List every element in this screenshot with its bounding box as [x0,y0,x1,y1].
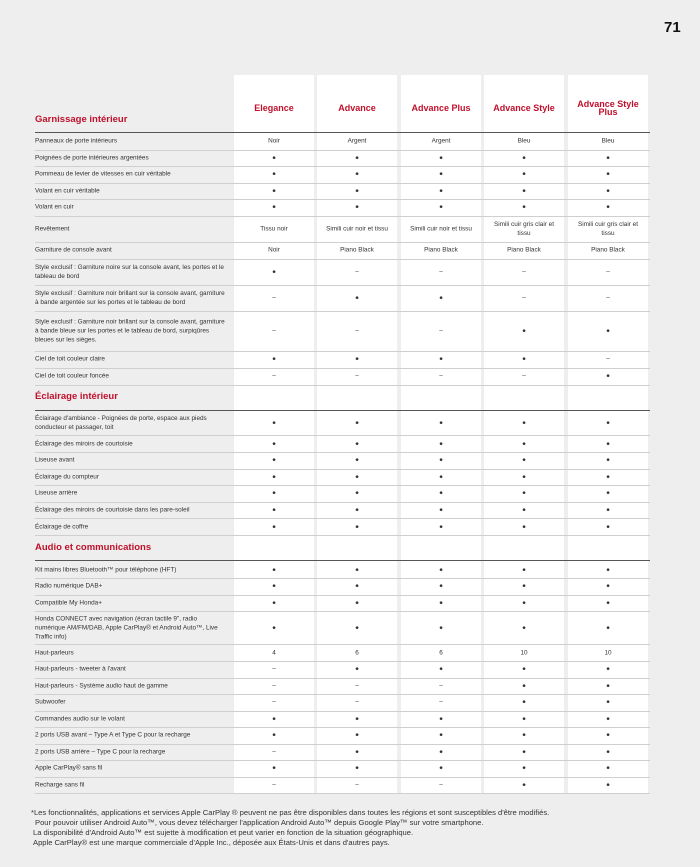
cell-advance-style: ● [522,748,526,756]
cell-advance-style: ● [522,203,526,211]
cell-advance: Argent [347,137,367,145]
cell-advance-style-plus: ● [606,665,610,673]
cell-advance: Simili cuir noir et tissu [326,225,388,232]
cell-advance: – [355,327,359,334]
cell-elegance: ● [272,203,276,211]
row-label: Ciel de toit couleur claire [35,355,105,363]
cell-advance-style: ● [522,440,526,447]
cell-advance-plus: ● [439,624,443,631]
cell-advance: ● [355,489,359,497]
cell-advance-plus: ● [439,170,443,178]
cell-advance-style-plus: ● [606,715,610,723]
row-label: Éclairage des miroirs de courtoisie dans les pare-soleil [35,506,190,514]
row-label: Volant en cuir véritable [35,187,100,195]
cell-elegance: ● [272,731,276,739]
cell-advance-plus: ● [439,473,443,481]
cell-advance: ● [355,715,359,723]
table-row [35,578,650,596]
cell-advance-style-plus: ● [606,566,610,573]
cell-advance-style: ● [522,154,526,162]
cell-advance-style-plus: ● [606,764,610,772]
cell-advance: ● [355,599,359,607]
row-label: Kit mains libres Bluetooth™ pour téléphone (HFT) [35,566,177,573]
cell-advance-plus: Piano Black [424,246,458,254]
cell-advance: ● [355,748,359,756]
row-label: Style exclusif : Garniture noire sur la console avant, les portes et le tableau de bord [35,263,224,280]
cell-advance-style-plus: Piano Black [591,246,625,254]
cell-advance-style-plus: Bleu [601,137,615,145]
cell-elegance: Noir [268,137,280,145]
cell-elegance: ● [272,624,276,631]
table-row [35,368,650,386]
cell-advance-plus: ● [439,440,443,447]
cell-advance-plus: – [439,781,443,789]
row-label: Volant en cuir [35,203,74,211]
cell-advance-style: 10 [520,649,528,656]
cell-advance-plus: Argent [431,137,451,145]
cell-advance-plus: ● [439,748,443,756]
cell-advance-style-plus: 10 [604,649,612,656]
cell-advance-plus: – [439,327,443,334]
row-label: Subwoofer [35,698,66,706]
row-label: Radio numérique DAB+ [35,582,103,590]
cell-advance-style: ● [522,781,526,789]
cell-advance-style-plus: ● [606,154,610,162]
cell-advance-plus: ● [439,294,443,301]
row-label: Éclairage du compteur [35,473,99,481]
table-row [35,285,650,312]
cell-elegance: – [272,327,276,334]
cell-advance-plus: ● [439,154,443,162]
cell-advance-style: ● [522,355,526,363]
section-title: Audio et communications [35,542,152,553]
cell-advance: ● [355,582,359,590]
row-label: Pommeau de levier de vitesses en cuir véritable [35,170,171,178]
cell-elegance: – [272,294,276,301]
cell-elegance: – [272,698,276,706]
cell-advance-style-plus: – [606,355,610,363]
cell-elegance: ● [272,523,276,530]
cell-advance-style: ● [522,582,526,590]
page-number: 71 [664,19,681,36]
table-row [35,166,650,184]
cell-elegance: ● [272,170,276,178]
row-label: Haut-parleurs [35,649,74,656]
cell-advance-style-plus: ● [606,440,610,447]
cell-advance-style-plus: – [606,294,610,301]
row-label: Éclairage d'ambiance - Poignées de porte, espace aux pieds conducteur et passager, toit [35,415,207,431]
cell-advance-style-plus: ● [606,419,610,427]
cell-advance: – [355,698,359,706]
cell-advance-style-plus: ● [606,203,610,211]
cell-advance-plus: ● [439,715,443,723]
cell-advance: ● [355,764,359,772]
cell-advance: ● [355,506,359,514]
cell-advance: – [355,372,359,380]
cell-advance-style: ● [522,624,526,631]
cell-advance-style: ● [522,327,526,334]
cell-advance-style: – [522,268,526,275]
table-row [35,611,650,645]
cell-advance-style-plus: ● [606,456,610,464]
table-row [35,777,650,795]
footnotes [31,808,671,848]
cell-advance-plus: – [439,682,443,690]
table-row [35,311,650,352]
cell-elegance: – [272,781,276,789]
cell-advance-style: ● [522,419,526,427]
cell-advance-style: ● [522,715,526,723]
column-header-advance-style: Advance Style [493,103,555,113]
row-label: Liseuse arrière [35,489,78,497]
cell-advance: ● [355,473,359,481]
cell-advance-plus: – [439,268,443,275]
cell-advance: ● [355,203,359,211]
cell-advance-style-plus: ● [606,489,610,497]
cell-advance-plus: Simili cuir noir et tissu [410,225,472,232]
cell-advance-style-plus: ● [606,473,610,481]
table-row [35,595,650,613]
cell-advance-plus: ● [439,187,443,195]
table-row [35,561,650,579]
cell-advance-plus: ● [439,419,443,427]
cell-advance-style: ● [522,523,526,530]
cell-elegance: ● [272,419,276,427]
cell-advance: ● [355,731,359,739]
row-label: Haut-parleurs - tweeter à l'avant [35,665,126,673]
cell-elegance: Noir [268,246,280,254]
row-label: Haut-parleurs - Système audio haut de gamme [35,682,168,690]
row-label: Panneaux de porte intérieurs [35,137,118,145]
cell-elegance: Tissu noir [260,225,288,232]
cell-advance: ● [355,154,359,162]
cell-advance-style: ● [522,170,526,178]
row-label: 2 ports USB avant – Type A et Type C pour la recharge [35,731,191,739]
section-title: Garnissage intérieur [35,114,128,125]
cell-advance-plus: – [439,698,443,706]
cell-advance-plus: ● [439,665,443,673]
cell-advance-style-plus: ● [606,731,610,739]
row-label: Recharge sans fil [35,781,85,789]
cell-advance-style-plus: Simili cuir gris clair et tissu [577,220,638,237]
cell-advance: ● [355,440,359,447]
cell-elegance: ● [272,599,276,607]
cell-advance: ● [355,566,359,573]
cell-advance: ● [355,355,359,363]
table-row [35,259,650,286]
row-label: Éclairage des miroirs de courtoisie [35,440,133,447]
cell-advance: – [355,268,359,275]
row-label: Honda CONNECT avec navigation (écran tactile 9", radio numérique AM/FM/DAB, Apple CarPlay® et Android Auto™, Live Traffic info) [35,615,218,640]
row-label: Liseuse avant [35,456,75,464]
cell-advance-style-plus: ● [606,506,610,514]
table-row [35,183,650,201]
cell-advance-style-plus: ● [606,372,610,380]
cell-elegance: ● [272,355,276,363]
cell-advance-style: ● [522,456,526,464]
cell-advance-style-plus: ● [606,624,610,631]
cell-advance: – [355,682,359,690]
cell-advance-style: ● [522,599,526,607]
section-title: Éclairage intérieur [35,391,118,402]
footnote: Apple CarPlay® est une marque commerciale d'Apple Inc., déposée aux États-Unis et dans d'autres pays. [33,838,390,847]
table-row [35,518,650,536]
cell-advance: ● [355,187,359,195]
cell-advance-style-plus: ● [606,781,610,789]
cell-advance-style-plus: ● [606,748,610,756]
cell-elegance: ● [272,764,276,772]
cell-advance-style: ● [522,489,526,497]
row-label: Ciel de toit couleur foncée [35,372,109,380]
cell-advance-style-plus: ● [606,187,610,195]
cell-elegance: – [272,748,276,756]
table-row [35,727,650,745]
table-row [35,694,650,712]
cell-advance-plus: ● [439,355,443,363]
cell-elegance: ● [272,154,276,162]
cell-advance-style-plus: ● [606,582,610,590]
table-row [35,760,650,778]
cell-advance-style: ● [522,665,526,673]
column-header-advance-style-plus: Advance Style Plus [577,99,639,117]
table-row [35,485,650,503]
table-row [35,469,650,487]
table-row [35,661,650,679]
cell-elegance: ● [272,566,276,573]
cell-advance-plus: ● [439,599,443,607]
cell-advance-style-plus: ● [606,170,610,178]
cell-elegance: – [272,682,276,690]
row-label: Éclairage de coffre [35,523,89,530]
cell-elegance: 4 [272,649,276,656]
table-row [35,133,650,151]
cell-advance-plus: – [439,372,443,380]
cell-elegance: ● [272,187,276,195]
table-row [35,216,650,243]
cell-advance-plus: ● [439,523,443,530]
cell-advance-style: ● [522,473,526,481]
cell-advance-plus: ● [439,764,443,772]
row-label: Style exclusif : Garniture noir brillant sur la console avant, garniture à bande bleue sur les portes et le tableau de bord, surpiqûres bleues sur les sièges. [35,318,225,343]
row-label: Garniture de console avant [35,246,112,254]
cell-advance-style: – [522,372,526,380]
row-label: 2 ports USB arrière – Type C pour la recharge [35,748,166,756]
cell-advance: ● [355,170,359,178]
table-row [35,678,650,696]
table-row [35,452,650,470]
cell-advance-style: ● [522,731,526,739]
cell-elegance: – [272,665,276,673]
cell-advance-style: ● [522,764,526,772]
cell-advance: ● [355,523,359,530]
row-label: Style exclusif : Garniture noir brillant sur la console avant, garniture à bande argentée sur les portes et le tableau de bord [35,289,225,306]
cell-advance-style-plus: ● [606,599,610,607]
row-label: Poignées de porte intérieures argentées [35,154,149,162]
cell-advance: – [355,781,359,789]
cell-advance-plus: ● [439,203,443,211]
cell-elegance: ● [272,715,276,723]
cell-advance-plus: 6 [439,649,443,656]
cell-advance-style: Piano Black [507,246,541,254]
cell-advance-style-plus: – [606,268,610,275]
cell-advance: ● [355,294,359,301]
cell-elegance: ● [272,489,276,497]
cell-advance-style: ● [522,698,526,706]
cell-elegance: ● [272,268,276,275]
cell-advance-style: Simili cuir gris clair et tissu [493,220,554,237]
table-row [35,242,650,260]
row-label: Apple CarPlay® sans fil [35,764,103,772]
table-row [35,150,650,168]
table-row [35,644,650,662]
cell-advance: 6 [355,649,359,656]
cell-advance-plus: ● [439,506,443,514]
cell-advance: ● [355,419,359,427]
footnote: *Les fonctionnalités, applications et services Apple CarPlay ® peuvent ne pas être disponibles dans toutes les régions et sont susceptibles d'être modifiés. [31,808,550,817]
cell-elegance: ● [272,456,276,464]
cell-advance-plus: ● [439,456,443,464]
cell-elegance: ● [272,582,276,590]
cell-advance-plus: ● [439,566,443,573]
cell-advance-style: ● [522,187,526,195]
cell-advance-style: – [522,294,526,301]
table-row [35,199,650,217]
cell-advance-style: ● [522,682,526,690]
cell-elegance: – [272,372,276,380]
column-header-advance: Advance [338,103,376,113]
cell-elegance: ● [272,473,276,481]
table-row [35,744,650,762]
row-label: Revêtement [35,225,70,232]
cell-advance-style-plus: ● [606,682,610,690]
table-row [35,502,650,520]
cell-advance: Piano Black [340,246,374,254]
cell-advance: ● [355,456,359,464]
row-label: Commandes audio sur le volant [35,715,125,723]
cell-advance-style-plus: ● [606,523,610,530]
cell-advance-plus: ● [439,582,443,590]
cell-advance-style-plus: ● [606,327,610,334]
cell-advance-plus: ● [439,489,443,497]
table-row [35,711,650,729]
cell-advance-style: ● [522,506,526,514]
footnote: La disponibilité d'Android Auto™ est sujette à modification et peut varier en fonction de la situation géographique. [33,828,414,837]
column-header-elegance: Elegance [254,103,294,113]
row-label: Compatible My Honda+ [35,599,102,607]
footnote: Pour pouvoir utiliser Android Auto™, vous devez télécharger l'application Android Auto™ depuis Google Play™ sur votre smartphone. [35,818,484,827]
cell-elegance: ● [272,506,276,514]
column-header-advance-plus: Advance Plus [411,103,471,113]
cell-advance-style-plus: ● [606,698,610,706]
cell-advance: ● [355,624,359,631]
cell-advance: ● [355,665,359,673]
cell-advance-style: ● [522,566,526,573]
cell-elegance: ● [272,440,276,447]
table-row [35,435,650,453]
table-row [35,351,650,369]
cell-advance-plus: ● [439,731,443,739]
cell-advance-style: Bleu [517,137,531,145]
table-row [35,411,650,436]
